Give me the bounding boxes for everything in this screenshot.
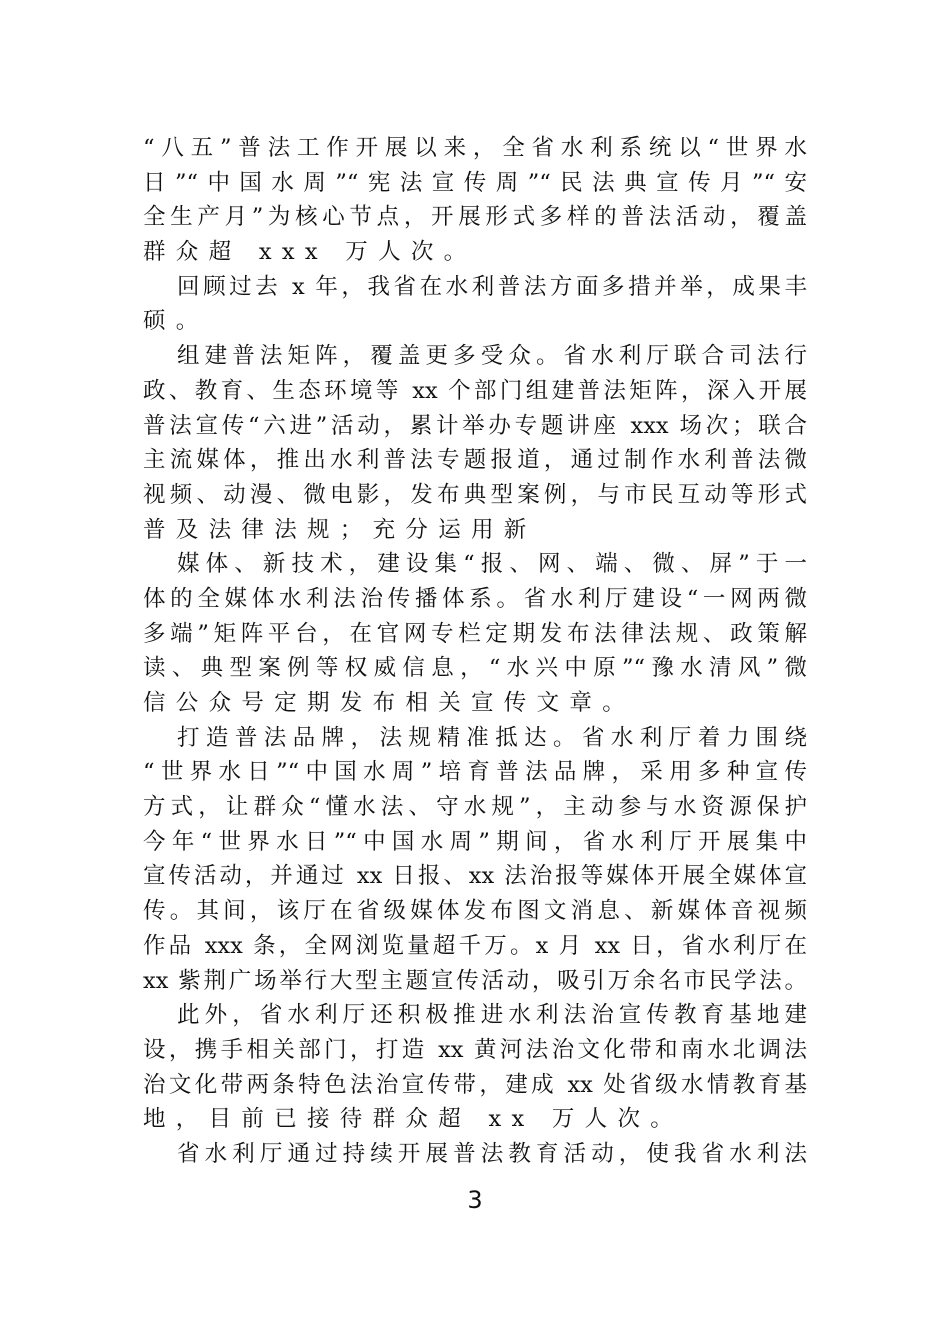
text-line: 主流媒体，推出水利普法专题报道，通过制作水利普法微 — [143, 447, 807, 474]
text-line: 组建普法矩阵，覆盖更多受众。省水利厅联合司法行 — [177, 343, 807, 370]
text-line: 此外，省水利厅还积极推进水利法治宣传教育基地建 — [177, 1002, 807, 1029]
text-line: 政、教育、生态环境等 xx 个部门组建普法矩阵，深入开展 — [143, 377, 807, 404]
text-line: 回顾过去 x 年，我省在水利普法方面多措并举，成果丰 — [177, 273, 807, 300]
text-line: 治文化带两条特色法治宣传带，建成 xx 处省级水情教育基 — [143, 1071, 807, 1098]
text-line: 方式，让群众“懂水法、守水规”，主动参与水资源保护 — [143, 794, 807, 821]
text-line: 地，目前已接待群众超 xx 万人次。 — [143, 1106, 684, 1133]
text-line: 硕。 — [143, 308, 209, 335]
text-line: 设，携手相关部门，打造 xx 黄河法治文化带和南水北调法 — [143, 1036, 807, 1063]
page-number: 3 — [467, 1186, 483, 1214]
text-line: 省水利厅通过持续开展普法教育活动，使我省水利法 — [177, 1140, 807, 1167]
text-line: 作品 xxx 条，全网浏览量超千万。x 月 xx 日，省水利厅在 — [143, 932, 807, 959]
text-line: 打造普法品牌，法规精准抵达。省水利厅着力围绕 — [177, 724, 807, 751]
text-line: 多端”矩阵平台，在官网专栏定期发布法律法规、政策解 — [143, 620, 807, 647]
text-line: “世界水日”“中国水周”培育普法品牌，采用多种宣传 — [143, 759, 807, 786]
text-line: “八五”普法工作开展以来，全省水利系统以“世界水 — [143, 135, 807, 161]
text-line: 读、典型案例等权威信息，“水兴中原”“豫水清风”微 — [143, 655, 807, 682]
text-line: 媒体、新技术，建设集“报、网、端、微、屏”于一 — [177, 551, 807, 578]
text-line: 日”“中国水周”“宪法宣传周”“民法典宣传月”“安 — [143, 169, 807, 196]
text-line: 传。其间，该厅在省级媒体发布图文消息、新媒体音视频 — [143, 898, 807, 925]
body-text — [143, 131, 807, 1172]
text-line: 群众超 xxx 万人次。 — [143, 239, 477, 266]
text-line: 普及法律法规；充分运用新 — [143, 516, 537, 543]
text-line: xx 紫荆广场举行大型主题宣传活动，吸引万余名市民学法。 — [143, 967, 807, 994]
text-line: 全生产月”为核心节点，开展形式多样的普法活动，覆盖 — [143, 204, 807, 231]
text-line: 今年“世界水日”“中国水周”期间，省水利厅开展集中 — [143, 828, 807, 855]
text-line: 普法宣传“六进”活动，累计举办专题讲座 xxx 场次；联合 — [143, 412, 807, 439]
text-line: 体的全媒体水利法治传播体系。省水利厅建设“一网两微 — [143, 585, 807, 612]
text-line: 视频、动漫、微电影，发布典型案例，与市民互动等形式 — [143, 481, 807, 508]
text-line: 信公众号定期发布相关宣传文章。 — [143, 690, 636, 716]
text-line: 宣传活动，并通过 xx 日报、xx 法治报等媒体开展全媒体宣 — [143, 863, 807, 890]
